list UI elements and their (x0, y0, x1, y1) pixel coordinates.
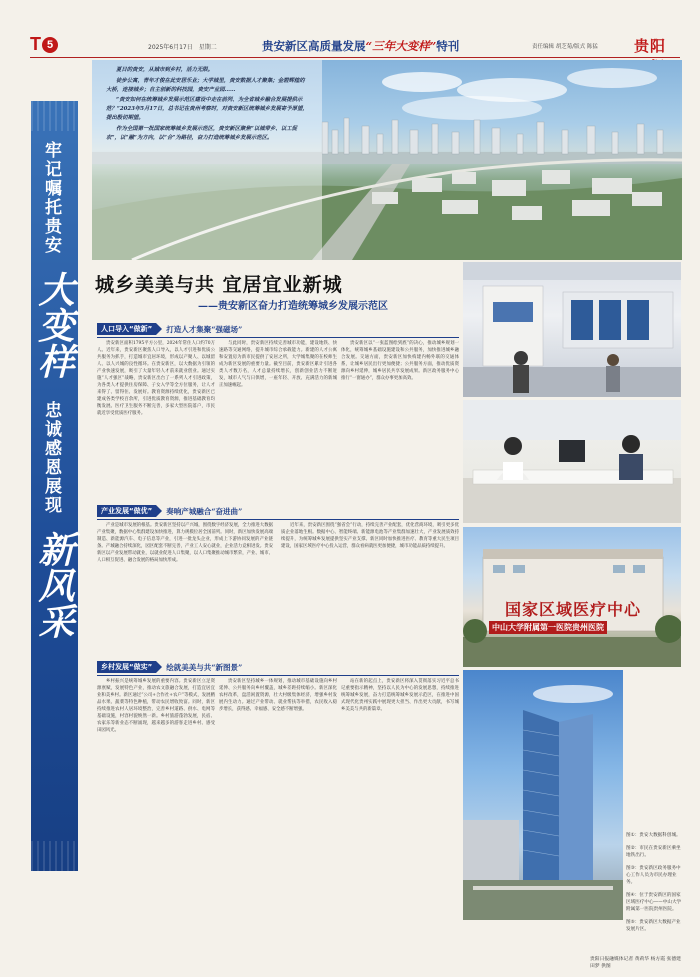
page-num: 5 (42, 37, 58, 53)
article-column-1 (97, 340, 215, 500)
section-rule-2 (97, 519, 459, 520)
banner-deco-bottom (31, 841, 78, 871)
column-6-text: 乡村振兴是统筹城乡发展的重要内容。贵安新区立足资源禀赋，发展特色产业，推动农文旅融合发展，打造宜居宜业和美乡村。新区通过“公司+合作社+农户”等模式，发展精品水果、蔬菜等特色种植，带动农民增收致富。同时，新区持续推进农村人居环境整治，完善乡村道路、供水、电网等基础设施，村容村貌焕然一新。乡村旅游蓬勃发展，民宿、农家乐等新业态不断涌现，越来越多的游客走进乡村、感受田园风光。 (97, 679, 215, 734)
section-arrow-icon (156, 505, 162, 517)
date-text: 2025年6月17日 (148, 44, 193, 51)
section-tag-1: 人口导入“做新” (97, 323, 156, 335)
page-tag: T (30, 34, 41, 54)
section-arrow-icon (156, 661, 162, 673)
section-tag-3: 乡村发展“做实” (97, 661, 156, 673)
section-head-3 (97, 661, 242, 673)
intro-p4: 作为全国第一批国家统筹城乡发展示范区，贵安新区聚焦“以城带乡、以工促农”，以“融”为方向，以“合”为路径，奋力打造统筹城乡发展示范区。 (106, 125, 297, 141)
section-tag-2: 产业发展“做优” (97, 505, 156, 517)
title-pre: 贵安新区高质量发展 (262, 39, 366, 53)
service-center-photo (463, 400, 681, 523)
article-headline: 城乡美美与共 宜居宜业新城 (95, 274, 343, 296)
article-column-7 (219, 678, 337, 928)
article-column-2 (219, 340, 337, 500)
issue-date (148, 42, 223, 51)
column-8-text: 站在新的起点上，贵安新区将深入贯彻落实习近平总书记重要指示精神，坚持以人民为中心的发展思想，持续推进统筹城乡发展，奋力打造统筹城乡发展示范区，在推进中国式现代化贵州实践中展现更大担当、作出更大贡献，书写城乡美美与共的新篇章。 (341, 679, 459, 713)
column-5-text: 近年来，贵安新区围绕“强省会”行动，持续完善产业配套，优化营商环境，吸引更多优质企业落地生根。数据中心、智能终端、新能源电池等产业集群加速壮大，产业发展质效持续提升，为统筹城乡发展提供坚实产业支撑。新区同时加快推进医疗、教育等重大民生项目建设，国家区域医疗中心投入运营，群众看病就医更加便捷，城市功能品质持续提升。 (281, 523, 459, 550)
building-graphic (463, 670, 623, 920)
column-2-text: 与此同时，贵安新区持续完善城市功能，建设地铁、快速路等交通网络，提升城市综合承载能力。新建的人才公寓和安置房为新市民提供了安居之所，大学城集聚的在校师生成为新区发展的重要力量。截至目前，贵安新区累计引进各类人才数万名，人才总量持续增长，创新创业活力不断迸发，城市人气与日俱增，一座年轻、开放、充满活力的新城正加速崛起。 (219, 341, 337, 389)
section-head-1 (97, 323, 242, 335)
hospital-photo (463, 527, 681, 667)
column-7-text: 贵安新区坚持城乡一体规划，推动城市基础设施向乡村延伸、公共服务向乡村覆盖，城乡差距持续缩小。新区深化农村改革，盘活闲置资源，壮大村级集体经济，增强乡村发展内生动力。通过产业带动、就业帮扶等举措，农民收入稳步增长，获得感、幸福感、安全感不断增强。 (219, 679, 337, 713)
editors-line: 责任编辑 胡芝菊/版式 陈猛 (532, 44, 598, 50)
banner-big2: 新风采 (33, 531, 75, 639)
section-title (262, 38, 459, 54)
section-arrow-icon (156, 323, 162, 335)
hero-city-photo (92, 60, 682, 260)
section-rule-3 (97, 675, 459, 676)
page-number-badge (30, 34, 72, 56)
datacenter-photo (463, 670, 623, 920)
metro-photo (463, 262, 681, 397)
banner-big1: 大变样 (33, 271, 75, 379)
title-post: 特刊 (436, 39, 460, 53)
metro-graphic (463, 262, 681, 397)
article-column-3 (341, 340, 459, 500)
article-column-8 (341, 678, 459, 928)
title-quote: “三年大变样” (365, 39, 437, 53)
banner-line2: 忠诚感恩展现 (41, 401, 61, 515)
caption-2: 图②：市民在贵安新区乘坐地铁出行。 (626, 846, 681, 858)
section-text-2: 奏响产城融合“奋进曲” (166, 506, 243, 516)
side-banner (31, 101, 78, 871)
section-rule-1 (97, 337, 459, 338)
column-3-text: 贵安新区以“一张蓝图绘到底”的决心，推动城乡规划一体化，统筹城乡基础设施建设和公共服务，加快推进城乡融合发展。交通方面，贵安新区加快构建内畅外联的交通体系，让城乡居民出行更加便捷；公共服务方面，推动优质资源向乡村延伸，城乡居民共享发展成果。新区政务服务中心推行“一窗通办”，群众办事更加高效。 (341, 341, 459, 382)
banner-deco-top (31, 101, 78, 131)
intro-p2: 徒步公寓，青年才俊在此安居乐业；大学城里，贵安数据人才聚集；金碧辉煌的大桥，连接城乡；自主创新的科技园，贵安产业园…… (106, 77, 305, 93)
section-text-1: 打造人才集聚“强磁场” (166, 324, 243, 334)
hospital-subsign: 中山大学附属第一医院贵州医院 (489, 621, 607, 634)
caption-3: 图③：贵安新区政务服务中心工作人员为市民办理业务。 (626, 866, 681, 885)
intro-text (106, 66, 309, 144)
page-header (30, 34, 680, 58)
service-graphic (463, 400, 681, 523)
hospital-sign: 国家区域医疗中心 (505, 600, 642, 619)
caption-1: 图①：贵安大数据科创城。 (626, 833, 681, 838)
article-column-4 (97, 522, 273, 654)
intro-p1: 夏日的贵安，从城市到乡村，活力无限。 (116, 67, 214, 73)
column-4-text: 产业是城市发展的根基。贵安新区坚持以产兴城，围绕数字经济发展，全力推进大数据产业集聚，数据中心集群建设加快推进，算力规模位居全国前列。同时，新区加快发展高端制造、新能源汽车、电子信息等产业，引进一批龙头企业，形成上下游协同发展的产业链条。产城融合持续深化，园区配套不断完善，产业工人安心就业，企业活力竞相迸发。贵安新区以产业发展带动就业，以就业促进人口集聚，以人口集聚推动城市繁荣，产业、城市、人口相互促进、融合发展的格局加快形成。 (97, 523, 273, 564)
intro-p3: “贵安如何在统筹城乡发展示范区建设中走在前列、为全省城乡融合发展提供示范？”2023年5月17日，总书记在贵州考察时，对贵安新区统筹城乡发展寄予厚望，提出殷切期望。 (106, 97, 308, 121)
banner-line1: 牢记嘱托贵安 (41, 141, 61, 255)
weekday-text: 星期二 (198, 44, 217, 51)
photo-captions (626, 832, 684, 939)
caption-4: 图④：位于贵安新区的国家区域医疗中心——中山大学附属第一医院贵州医院。 (626, 893, 682, 912)
article-column-6 (97, 678, 215, 928)
photo-credits: 贵阳日报融媒体记者 黄莉华 杨方霞 张德建 田梦 供图 (590, 957, 681, 969)
caption-5: 图⑤：贵安新区大数据产业发展片区。 (626, 920, 681, 932)
section-head-2 (97, 505, 242, 517)
article-subheadline: ——贵安新区奋力打造统筹城乡发展示范区 (198, 301, 388, 312)
newspaper-logo: 贵阳 (634, 37, 667, 55)
article-column-5 (281, 522, 459, 654)
column-1-text: 贵安新区面积1795平方公里，2024年常住人口约70万人。近年来，贵安新区聚焦人口导入，以人才引进和优质公共服务为抓手，打造城市宜居环境，形成以产聚人、以城留人、以人兴城的良性循环。在贵安新区，以大数据为引领的产业快速发展，吸引了大量年轻人才前来就业创业。通过实施“人才强区”战略，贵安新区出台了一系列人才引进政策，为各类人才提供住房保障、子女入学等全方位服务，让人才来得了、留得住、发展好。教育资源持续优化，贵安新区已建成各类学校百余所，引进优质教育资源，推进基础教育均衡发展。医疗卫生服务不断完善，多家大型医院落户，市民就近享受优质医疗服务。 (97, 341, 215, 417)
section-text-3: 绘就美美与共“新图景” (166, 662, 243, 672)
